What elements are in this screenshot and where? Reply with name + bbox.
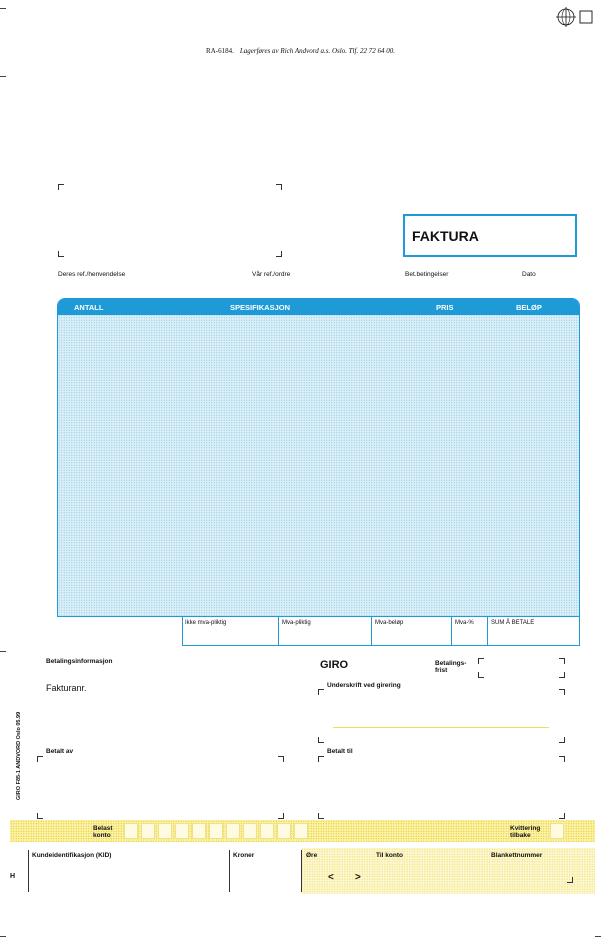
- col-spesifikasjon: SPESIFIKASJON: [230, 303, 291, 312]
- col-antall: ANTALL: [74, 303, 104, 312]
- frist-corner: [478, 672, 484, 678]
- konto-digit-box[interactable]: [192, 823, 206, 839]
- payer-corner: [37, 813, 43, 819]
- giro-title: GIRO: [320, 659, 349, 671]
- document-title: FAKTURA: [412, 228, 479, 244]
- crop-mark: [595, 936, 601, 937]
- var-ref-label: Vår ref./ordre: [252, 271, 291, 278]
- frist-corner: [478, 658, 484, 664]
- crop-mark: [0, 651, 6, 652]
- payee-corner: [318, 756, 324, 762]
- sum-label: SUM Å BETALE: [491, 620, 535, 626]
- ikke-mva-label: Ikke mva-pliktig: [185, 620, 227, 626]
- bet-betingelser-label: Bet.betingelser: [405, 271, 449, 278]
- konto-digit-box[interactable]: [124, 823, 138, 839]
- payee-corner: [559, 813, 565, 819]
- betalingsinformasjon-label: Betalingsinformasjon: [46, 658, 113, 665]
- crop-mark: [0, 8, 6, 9]
- col-belop: BELØP: [516, 303, 542, 312]
- side-form-text: GIRO F85-1 ANDVORD Oslo 05.99: [16, 711, 22, 800]
- address-corner: [276, 251, 282, 257]
- ore-label: Øre: [306, 852, 318, 859]
- mva-pliktig-label: Mva-pliktig: [282, 620, 311, 626]
- konto-digit-box[interactable]: [175, 823, 189, 839]
- belast-konto-label: Belast konto: [93, 825, 113, 839]
- table-header: [58, 299, 579, 315]
- crop-mark: [0, 936, 6, 937]
- mva-belop-label: Mva-beløp: [375, 620, 404, 626]
- line-end-corner: [567, 877, 573, 883]
- mva-prosent-label: Mva-%: [455, 620, 474, 626]
- h-marker: H: [10, 873, 16, 880]
- payment-line-yellow: [301, 848, 595, 894]
- payment-line: [10, 848, 595, 894]
- publisher-text: Lagerføres av Rich Andvord a.s. Oslo. Tlf. 22 72 64 00.: [239, 47, 395, 55]
- address-corner: [276, 184, 282, 190]
- account-band: [10, 820, 595, 842]
- payer-corner: [37, 756, 43, 762]
- konto-digit-box[interactable]: [158, 823, 172, 839]
- frist-corner: [559, 672, 565, 678]
- crop-mark: [0, 76, 6, 77]
- konto-digit-box[interactable]: [141, 823, 155, 839]
- col-pris: PRIS: [436, 303, 454, 312]
- payee-corner: [559, 756, 565, 762]
- frist-corner: [559, 658, 565, 664]
- konto-digit-box[interactable]: [260, 823, 274, 839]
- payer-corner: [278, 756, 284, 762]
- registration-mark-icon: [556, 6, 596, 30]
- arrow-right-icon: >: [355, 872, 361, 883]
- sum-cell[interactable]: [487, 617, 580, 645]
- dato-label: Dato: [522, 271, 536, 278]
- ikke-mva-cell[interactable]: [182, 617, 277, 645]
- address-corner: [58, 251, 64, 257]
- signature-line[interactable]: [333, 727, 549, 728]
- kid-input[interactable]: [29, 860, 228, 892]
- fakturanr-label: Fakturanr.: [46, 683, 87, 693]
- publisher-line: [0, 47, 601, 55]
- mva-pliktig-cell[interactable]: [278, 617, 370, 645]
- summary-row: [182, 616, 580, 646]
- mva-belop-cell[interactable]: [371, 617, 450, 645]
- konto-digit-box[interactable]: [294, 823, 308, 839]
- mva-prosent-cell[interactable]: [451, 617, 486, 645]
- konto-digit-box[interactable]: [209, 823, 223, 839]
- payer-corner: [278, 813, 284, 819]
- betalt-av-label: Betalt av: [46, 748, 74, 755]
- kid-label: Kundeidentifikasjon (KID): [32, 852, 112, 859]
- sign-corner: [318, 737, 324, 743]
- sign-corner: [559, 689, 565, 695]
- sign-corner: [559, 737, 565, 743]
- konto-digit-box[interactable]: [277, 823, 291, 839]
- payee-corner: [318, 813, 324, 819]
- underskrift-label: Underskrift ved girering: [327, 682, 401, 689]
- kroner-label: Kroner: [233, 852, 255, 859]
- konto-digit-box[interactable]: [226, 823, 240, 839]
- kvittering-label: Kvittering tilbake: [510, 825, 541, 839]
- betalingsfrist-label: Betalings- frist: [435, 660, 467, 674]
- arrow-left-icon: <: [328, 872, 334, 883]
- sign-corner: [318, 689, 324, 695]
- divider: [301, 850, 302, 892]
- betalt-til-label: Betalt til: [327, 748, 353, 755]
- konto-digit-box[interactable]: [243, 823, 257, 839]
- address-corner: [58, 184, 64, 190]
- form-code: RA-6184.: [206, 47, 234, 55]
- kroner-input[interactable]: [230, 860, 300, 892]
- blankettnummer-label: Blankettnummer: [491, 852, 543, 859]
- invoice-lines-table[interactable]: [57, 298, 580, 617]
- til-konto-label: Til konto: [376, 852, 403, 859]
- deres-ref-label: Deres ref./henvendelse: [58, 271, 126, 278]
- kvittering-checkbox[interactable]: [550, 823, 564, 839]
